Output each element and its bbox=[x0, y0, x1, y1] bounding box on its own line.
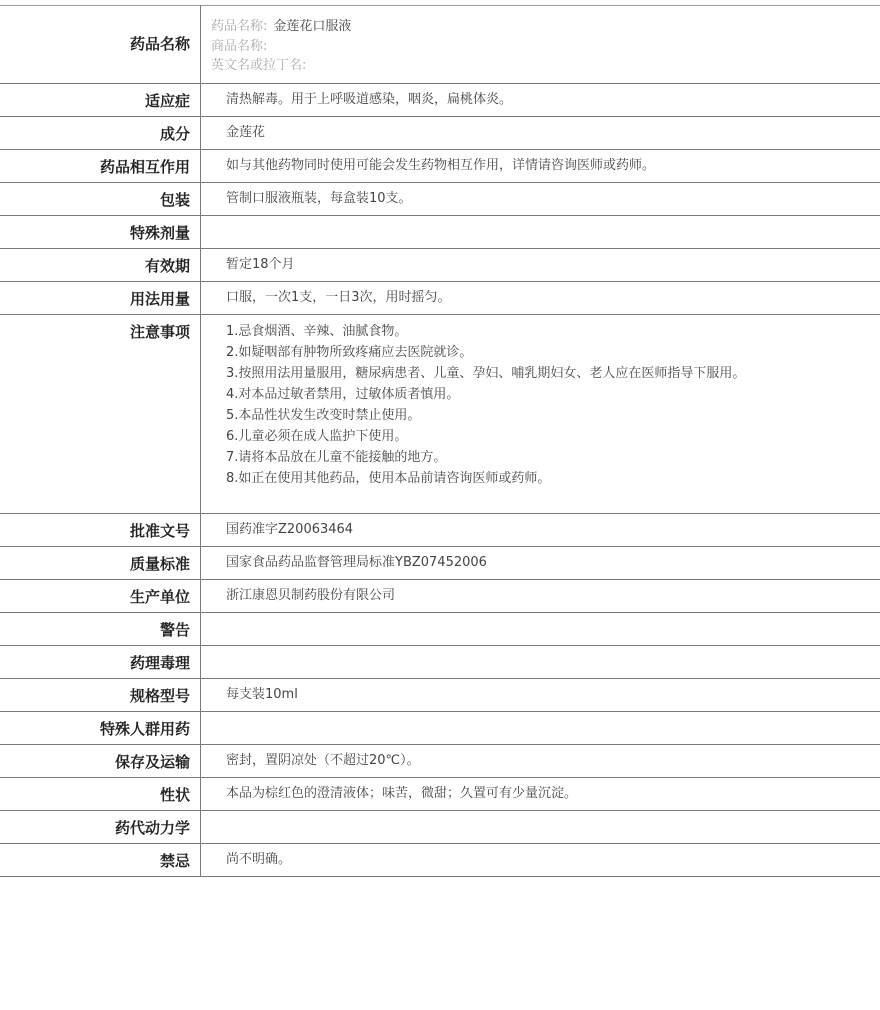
row-label-special-dosage: 特殊剂量 bbox=[129, 224, 190, 242]
table-row-quality-standard bbox=[0, 547, 880, 580]
drug-name-block bbox=[201, 6, 880, 76]
row-value-interactions: 如与其他药物同时使用可能会发生药物相互作用，详情请咨询医师或药师。 bbox=[226, 158, 656, 173]
label-cell bbox=[0, 216, 201, 249]
label-cell bbox=[0, 183, 201, 216]
table-row-interactions bbox=[0, 150, 880, 183]
english-name-label: 英文名或拉丁名: bbox=[211, 58, 307, 73]
row-value-special-groups bbox=[201, 712, 880, 728]
row-value-warning bbox=[201, 613, 880, 629]
trade-name-line bbox=[211, 37, 880, 57]
value-cell bbox=[201, 150, 880, 183]
row-label-pharmacokinetics: 药代动力学 bbox=[114, 819, 190, 837]
list-item: 8.如正在使用其他药品，使用本品前请咨询医师或药师。 bbox=[226, 471, 551, 486]
label-cell bbox=[0, 580, 201, 613]
value-cell bbox=[201, 117, 880, 150]
label-cell bbox=[0, 745, 201, 778]
label-cell bbox=[0, 811, 201, 844]
table-row-special-groups bbox=[0, 712, 880, 745]
row-label-toxicology: 药理毒理 bbox=[129, 654, 190, 672]
label-cell bbox=[0, 679, 201, 712]
label-cell bbox=[0, 712, 201, 745]
row-label-interactions: 药品相互作用 bbox=[99, 158, 190, 176]
row-label-quality-standard: 质量标准 bbox=[129, 555, 190, 573]
value-cell bbox=[201, 6, 880, 84]
label-cell bbox=[0, 778, 201, 811]
table-row-contraindications bbox=[0, 844, 880, 877]
drug-name-line bbox=[211, 17, 880, 37]
label-cell bbox=[0, 6, 201, 84]
english-name-line bbox=[211, 56, 880, 76]
label-cell bbox=[0, 117, 201, 150]
row-value-contraindications: 尚不明确。 bbox=[226, 852, 292, 867]
label-cell bbox=[0, 514, 201, 547]
value-cell bbox=[201, 315, 880, 514]
row-label-contraindications: 禁忌 bbox=[159, 852, 190, 870]
drug-info-table bbox=[0, 5, 880, 877]
table-row-drug-name bbox=[0, 6, 880, 84]
row-value-validity: 暂定18个月 bbox=[226, 257, 295, 272]
value-cell bbox=[201, 84, 880, 117]
row-label-specification: 规格型号 bbox=[129, 687, 190, 705]
row-value-quality-standard: 国家食品药品监督管理局标准YBZ07452006 bbox=[226, 555, 487, 570]
value-cell bbox=[201, 249, 880, 282]
label-cell bbox=[0, 646, 201, 679]
label-cell bbox=[0, 547, 201, 580]
precautions-list bbox=[201, 315, 880, 489]
row-value-properties: 本品为棕红色的澄清液体；味苦，微甜；久置可有少量沉淀。 bbox=[226, 786, 578, 801]
list-item: 7.请将本品放在儿童不能接触的地方。 bbox=[226, 450, 447, 465]
row-label-approval-number: 批准文号 bbox=[129, 522, 190, 540]
row-label-warning: 警告 bbox=[159, 621, 190, 639]
value-cell bbox=[201, 679, 880, 712]
row-label-validity: 有效期 bbox=[144, 257, 190, 275]
drug-name-label: 药品名称: bbox=[211, 19, 268, 34]
value-cell bbox=[201, 745, 880, 778]
table-row-ingredients bbox=[0, 117, 880, 150]
table-row-special-dosage bbox=[0, 216, 880, 249]
label-cell bbox=[0, 150, 201, 183]
row-label-properties: 性状 bbox=[159, 786, 190, 804]
row-label-special-groups: 特殊人群用药 bbox=[99, 720, 190, 738]
value-cell bbox=[201, 646, 880, 679]
row-value-specification: 每支装10ml bbox=[226, 687, 298, 702]
table-row-usage bbox=[0, 282, 880, 315]
table-row-indications bbox=[0, 84, 880, 117]
list-item: 2.如疑咽部有肿物所致疼痛应去医院就诊。 bbox=[226, 345, 473, 360]
label-cell bbox=[0, 249, 201, 282]
row-value-ingredients: 金莲花 bbox=[226, 125, 266, 140]
label-cell bbox=[0, 315, 201, 514]
row-label-manufacturer: 生产单位 bbox=[129, 588, 190, 606]
table-row-warning bbox=[0, 613, 880, 646]
row-label-drug-name: 药品名称 bbox=[129, 35, 190, 53]
row-label-packaging: 包装 bbox=[159, 191, 190, 209]
row-label-usage: 用法用量 bbox=[129, 290, 190, 308]
value-cell bbox=[201, 282, 880, 315]
table-row-toxicology bbox=[0, 646, 880, 679]
row-label-indications: 适应症 bbox=[144, 92, 190, 110]
table-row-precautions bbox=[0, 315, 880, 514]
value-cell bbox=[201, 844, 880, 877]
label-cell bbox=[0, 613, 201, 646]
list-item: 1.忌食烟酒、辛辣、油腻食物。 bbox=[226, 324, 408, 339]
trade-name-label: 商品名称: bbox=[211, 38, 268, 54]
row-value-toxicology bbox=[201, 646, 880, 662]
row-value-pharmacokinetics bbox=[201, 811, 880, 827]
label-cell bbox=[0, 844, 201, 877]
label-cell bbox=[0, 282, 201, 315]
value-cell bbox=[201, 811, 880, 844]
value-cell bbox=[201, 613, 880, 646]
table-row-pharmacokinetics bbox=[0, 811, 880, 844]
list-item: 6.儿童必须在成人监护下使用。 bbox=[226, 429, 408, 444]
table-row-specification bbox=[0, 679, 880, 712]
row-value-special-dosage bbox=[201, 216, 880, 232]
value-cell bbox=[201, 580, 880, 613]
drug-name-value: 金莲花口服液 bbox=[273, 19, 352, 34]
table-row-packaging bbox=[0, 183, 880, 216]
row-label-precautions: 注意事项 bbox=[129, 323, 190, 341]
value-cell bbox=[201, 514, 880, 547]
value-cell bbox=[201, 778, 880, 811]
row-value-indications: 清热解毒。用于上呼吸道感染，咽炎，扁桃体炎。 bbox=[226, 92, 513, 107]
value-cell bbox=[201, 183, 880, 216]
row-label-storage: 保存及运输 bbox=[114, 753, 190, 771]
list-item: 4.对本品过敏者禁用，过敏体质者慎用。 bbox=[226, 387, 460, 402]
value-cell bbox=[201, 547, 880, 580]
table-row-approval-number bbox=[0, 514, 880, 547]
value-cell bbox=[201, 712, 880, 745]
row-value-approval-number: 国药准字Z20063464 bbox=[226, 522, 354, 537]
value-cell bbox=[201, 216, 880, 249]
label-cell bbox=[0, 84, 201, 117]
table-row-manufacturer bbox=[0, 580, 880, 613]
row-label-ingredients: 成分 bbox=[159, 125, 190, 143]
row-value-packaging: 管制口服液瓶装，每盒装10支。 bbox=[226, 191, 412, 206]
list-item: 5.本品性状发生改变时禁止使用。 bbox=[226, 408, 421, 423]
row-value-storage: 密封，置阴凉处（不超过20℃）。 bbox=[226, 753, 420, 768]
list-item: 3.按照用法用量服用，糖尿病患者、儿童、孕妇、哺乳期妇女、老人应在医师指导下服用。 bbox=[226, 366, 746, 381]
row-value-usage: 口服，一次1支，一日3次，用时摇匀。 bbox=[226, 290, 451, 305]
table-row-storage bbox=[0, 745, 880, 778]
table-row-properties bbox=[0, 778, 880, 811]
row-value-manufacturer: 浙江康恩贝制药股份有限公司 bbox=[226, 588, 396, 603]
table-row-validity bbox=[0, 249, 880, 282]
